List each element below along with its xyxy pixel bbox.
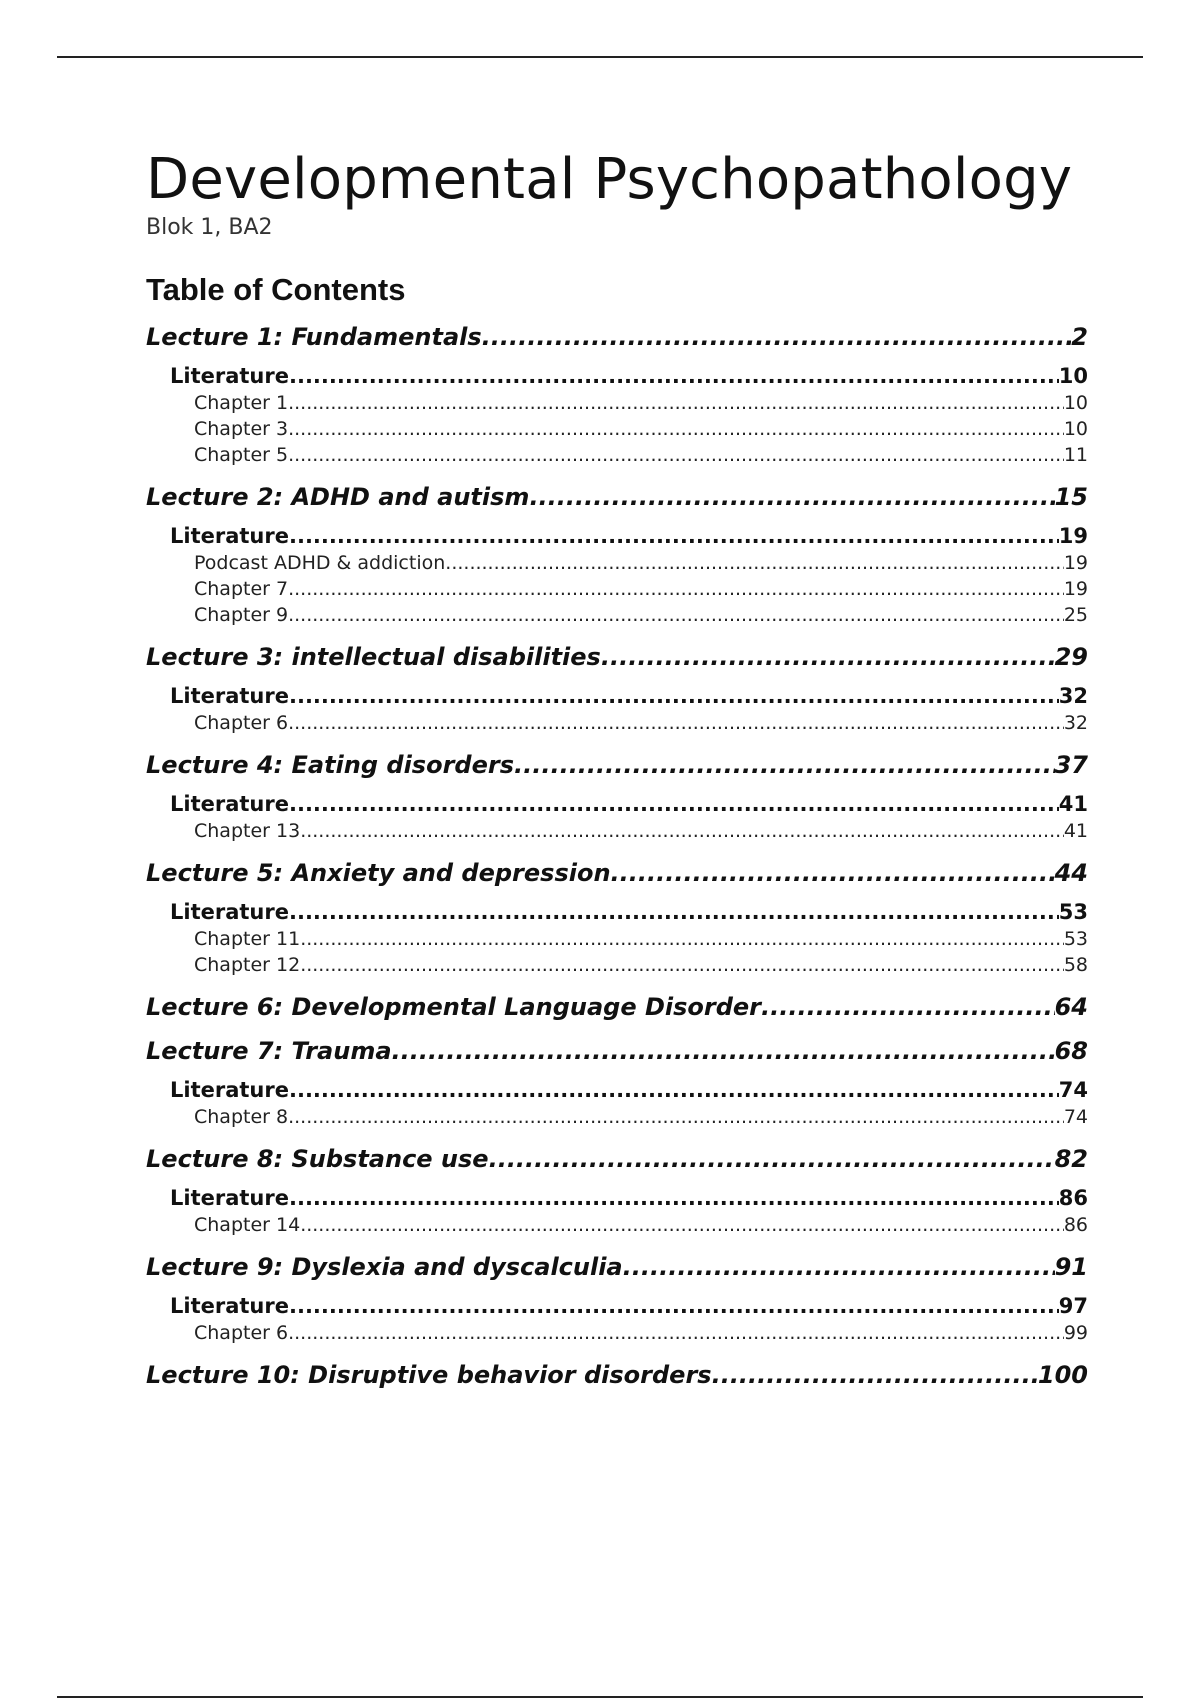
- toc-entry-label: Literature: [170, 364, 289, 388]
- toc-entry-label: Literature: [170, 524, 289, 548]
- toc-entry-label: Chapter 7: [194, 578, 289, 600]
- toc-entry-label: Literature: [170, 1186, 289, 1210]
- toc-entry-literature[interactable]: [146, 790, 1088, 818]
- toc-dot-leader: [288, 710, 1064, 736]
- toc-dot-leader: [289, 682, 1059, 710]
- toc-entry-lecture[interactable]: [146, 992, 1088, 1022]
- toc-entry-page-number: 25: [1063, 604, 1088, 626]
- toc-entry-page-number: 10: [1058, 364, 1088, 388]
- toc-dot-leader: [289, 522, 1059, 550]
- toc-dot-leader: [289, 1292, 1059, 1320]
- toc-dot-leader: [611, 858, 1055, 888]
- toc-entry-page-number: 10: [1063, 418, 1088, 440]
- toc-entry-lecture[interactable]: [146, 322, 1088, 352]
- toc-entry-page-number: 82: [1054, 1145, 1088, 1173]
- toc-entry-label: Chapter 1: [194, 392, 289, 414]
- toc-entry-lecture[interactable]: [146, 1252, 1088, 1282]
- toc-entry-page-number: 41: [1058, 792, 1088, 816]
- toc-dot-leader: [300, 1212, 1064, 1238]
- toc-entry-chapter[interactable]: [146, 416, 1088, 442]
- header-rule: [57, 56, 1143, 58]
- toc-entry-label: Literature: [170, 900, 289, 924]
- toc-entry-literature[interactable]: [146, 682, 1088, 710]
- toc-entry-page-number: 10: [1063, 392, 1088, 414]
- toc-dot-leader: [300, 926, 1064, 952]
- toc-entry-label: Lecture 10: Disruptive behavior disorders: [146, 1361, 712, 1389]
- toc-dot-leader: [289, 790, 1059, 818]
- toc-entry-page-number: 58: [1063, 954, 1088, 976]
- toc-entry-page-number: 64: [1054, 993, 1088, 1021]
- toc-entry-page-number: 99: [1063, 1322, 1088, 1344]
- toc-entry-chapter[interactable]: [146, 576, 1088, 602]
- toc-dot-leader: [300, 818, 1064, 844]
- table-of-contents: [146, 322, 1088, 1390]
- toc-dot-leader: [289, 362, 1059, 390]
- toc-entry-label: Lecture 1: Fundamentals: [146, 323, 482, 351]
- toc-entry-lecture[interactable]: [146, 1144, 1088, 1174]
- toc-entry-label: Chapter 6: [194, 1322, 289, 1344]
- toc-dot-leader: [288, 416, 1064, 442]
- toc-entry-chapter[interactable]: [146, 1212, 1088, 1238]
- toc-entry-page-number: 100: [1037, 1361, 1088, 1389]
- toc-entry-label: Literature: [170, 1078, 289, 1102]
- toc-entry-literature[interactable]: [146, 522, 1088, 550]
- toc-entry-chapter[interactable]: [146, 1104, 1088, 1130]
- toc-entry-label: Literature: [170, 1294, 289, 1318]
- toc-entry-page-number: 53: [1063, 928, 1088, 950]
- toc-entry-page-number: 86: [1058, 1186, 1088, 1210]
- toc-entry-page-number: 2: [1071, 323, 1088, 351]
- toc-entry-chapter[interactable]: [146, 818, 1088, 844]
- toc-heading: Table of Contents: [146, 272, 406, 307]
- toc-entry-page-number: 32: [1058, 684, 1088, 708]
- toc-entry-label: Literature: [170, 684, 289, 708]
- toc-dot-leader: [300, 952, 1064, 978]
- toc-entry-lecture[interactable]: [146, 858, 1088, 888]
- toc-dot-leader: [761, 992, 1055, 1022]
- toc-entry-label: Chapter 5: [194, 444, 289, 466]
- toc-entry-literature[interactable]: [146, 898, 1088, 926]
- document-title: Developmental Psychopathology: [146, 147, 1073, 212]
- toc-entry-chapter[interactable]: [146, 442, 1088, 468]
- toc-entry-page-number: 15: [1054, 483, 1088, 511]
- document-page: [146, 148, 1088, 1390]
- toc-entry-page-number: 32: [1063, 712, 1088, 734]
- toc-dot-leader: [288, 602, 1064, 628]
- toc-dot-leader: [288, 576, 1064, 602]
- toc-entry-page-number: 68: [1054, 1037, 1088, 1065]
- toc-entry-label: Chapter 13: [194, 820, 301, 842]
- toc-entry-label: Lecture 9: Dyslexia and dyscalculia: [146, 1253, 623, 1281]
- toc-entry-label: Chapter 11: [194, 928, 301, 950]
- toc-entry-page-number: 19: [1063, 552, 1088, 574]
- toc-entry-label: Lecture 2: ADHD and autism: [146, 483, 530, 511]
- toc-entry-page-number: 41: [1063, 820, 1088, 842]
- document-subtitle: Blok 1, BA2: [146, 215, 273, 240]
- toc-entry-chapter[interactable]: [146, 952, 1088, 978]
- footer-rule: [57, 1696, 1143, 1698]
- toc-dot-leader: [712, 1360, 1038, 1390]
- toc-entry-page-number: 91: [1054, 1253, 1088, 1281]
- toc-entry-lecture[interactable]: [146, 642, 1088, 672]
- toc-dot-leader: [529, 482, 1054, 512]
- toc-entry-label: Lecture 6: Developmental Language Disorder: [146, 993, 762, 1021]
- toc-entry-literature[interactable]: [146, 362, 1088, 390]
- toc-dot-leader: [289, 898, 1059, 926]
- toc-entry-label: Podcast ADHD & addiction: [194, 552, 446, 574]
- toc-entry-chapter[interactable]: [146, 550, 1088, 576]
- toc-dot-leader: [482, 322, 1072, 352]
- toc-entry-label: Chapter 6: [194, 712, 289, 734]
- toc-dot-leader: [288, 1104, 1064, 1130]
- toc-entry-literature[interactable]: [146, 1292, 1088, 1320]
- toc-entry-page-number: 19: [1063, 578, 1088, 600]
- toc-entry-label: Literature: [170, 792, 289, 816]
- toc-entry-chapter[interactable]: [146, 390, 1088, 416]
- toc-entry-label: Lecture 3: intellectual disabilities: [146, 643, 601, 671]
- toc-entry-chapter[interactable]: [146, 1320, 1088, 1346]
- toc-entry-page-number: 29: [1054, 643, 1088, 671]
- toc-dot-leader: [514, 750, 1055, 780]
- toc-entry-label: Lecture 8: Substance use: [146, 1145, 489, 1173]
- toc-entry-label: Chapter 9: [194, 604, 289, 626]
- toc-entry-literature[interactable]: [146, 1076, 1088, 1104]
- toc-entry-label: Lecture 4: Eating disorders: [146, 751, 514, 779]
- toc-entry-page-number: 53: [1058, 900, 1088, 924]
- toc-entry-page-number: 44: [1054, 859, 1088, 887]
- toc-dot-leader: [289, 1184, 1059, 1212]
- toc-dot-leader: [489, 1144, 1055, 1174]
- toc-dot-leader: [623, 1252, 1055, 1282]
- toc-dot-leader: [288, 442, 1064, 468]
- toc-entry-page-number: 74: [1063, 1106, 1088, 1128]
- toc-entry-literature[interactable]: [146, 1184, 1088, 1212]
- toc-entry-page-number: 86: [1063, 1214, 1088, 1236]
- toc-entry-label: Chapter 8: [194, 1106, 289, 1128]
- toc-entry-lecture[interactable]: [146, 750, 1088, 780]
- toc-entry-page-number: 37: [1054, 751, 1088, 779]
- toc-entry-page-number: 19: [1058, 524, 1088, 548]
- toc-entry-label: Chapter 3: [194, 418, 289, 440]
- toc-entry-page-number: 11: [1063, 444, 1088, 466]
- toc-dot-leader: [445, 550, 1064, 576]
- toc-entry-chapter[interactable]: [146, 926, 1088, 952]
- toc-dot-leader: [392, 1036, 1055, 1066]
- toc-entry-lecture[interactable]: [146, 1360, 1088, 1390]
- toc-dot-leader: [601, 642, 1055, 672]
- toc-entry-label: Chapter 12: [194, 954, 301, 976]
- toc-entry-label: Lecture 5: Anxiety and depression: [146, 859, 611, 887]
- toc-dot-leader: [288, 1320, 1064, 1346]
- toc-entry-label: Chapter 14: [194, 1214, 301, 1236]
- toc-entry-lecture[interactable]: [146, 482, 1088, 512]
- toc-entry-page-number: 97: [1058, 1294, 1088, 1318]
- toc-dot-leader: [289, 1076, 1059, 1104]
- toc-entry-label: Lecture 7: Trauma: [146, 1037, 392, 1065]
- toc-entry-page-number: 74: [1058, 1078, 1088, 1102]
- toc-entry-chapter[interactable]: [146, 602, 1088, 628]
- toc-dot-leader: [288, 390, 1064, 416]
- toc-entry-chapter[interactable]: [146, 710, 1088, 736]
- toc-entry-lecture[interactable]: [146, 1036, 1088, 1066]
